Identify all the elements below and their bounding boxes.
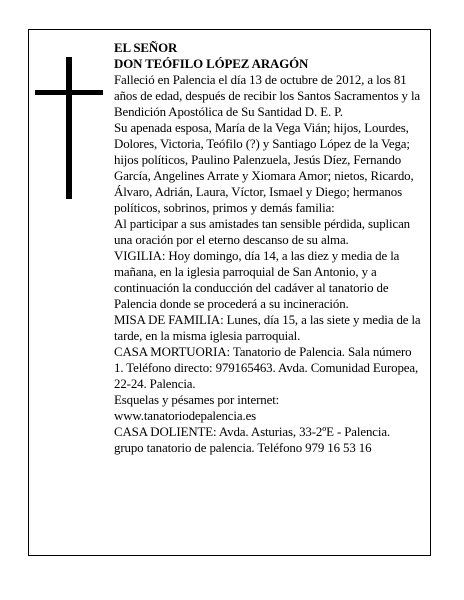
death-announcement: Falleció en Palencia el día 13 de octubre de 2012, a los 81 años de edad, después de recibir los Santos Sacramentos y la Bendición Apostólica de Su Santidad D. E. P. — [114, 73, 421, 119]
vigil-info: VIGILIA: Hoy domingo, día 14, a las diez y media de la mañana, en la iglesia parroquial de San Antonio, y a continuación la conducción del cadáver al tanatorio de Palencia donde se procederá a su incineración. — [114, 249, 400, 311]
family-list: Su apenada esposa, María de la Vega Vián; hijos, Lourdes, Dolores, Victoria, Teófilo (?) y Santiago López de la Vega; hijos políticos, Paulino Palenzuela, Jesús Díez, Fernando García, Angelines Arrate y Xiomara Amor; nietos, Ricardo, Álvaro, Adrián, Laura, Víctor, Ismael y Diego; hermanos políticos, sobrinos, primos y demás familia: — [114, 121, 414, 215]
obituary-text — [114, 40, 422, 456]
family-mass-info: MISA DE FAMILIA: Lunes, día 15, a las siete y media de la tarde, en la misma iglesia parroquial. — [114, 313, 421, 343]
funeral-home-info: CASA MORTUORIA: Tanatorio de Palencia. Sala número 1. Teléfono directo: 979165463. Avda. Comunidad Europea, 22-24. Palencia. — [114, 345, 419, 391]
internet-condolences-label: Esquelas y pésames por internet: — [114, 393, 280, 407]
obituary-heading: EL SEÑOR — [114, 41, 178, 55]
latin-cross-icon — [35, 57, 103, 199]
prayer-request: Al participar a sus amistades tan sensible pérdida, suplican una oración por el eterno descanso de su alma. — [114, 217, 411, 247]
group-phone: grupo tanatorio de palencia. Teléfono 979 16 53 16 — [114, 441, 372, 455]
deceased-name: DON TEÓFILO LÓPEZ ARAGÓN — [114, 57, 309, 71]
family-home-address: CASA DOLIENTE: Avda. Asturias, 33-2ºE - Palencia. — [114, 425, 391, 439]
cross-horizontal-bar — [35, 90, 103, 95]
cross-vertical-bar — [66, 57, 72, 199]
funeral-home-website: www.tanatoriodepalencia.es — [114, 409, 257, 423]
